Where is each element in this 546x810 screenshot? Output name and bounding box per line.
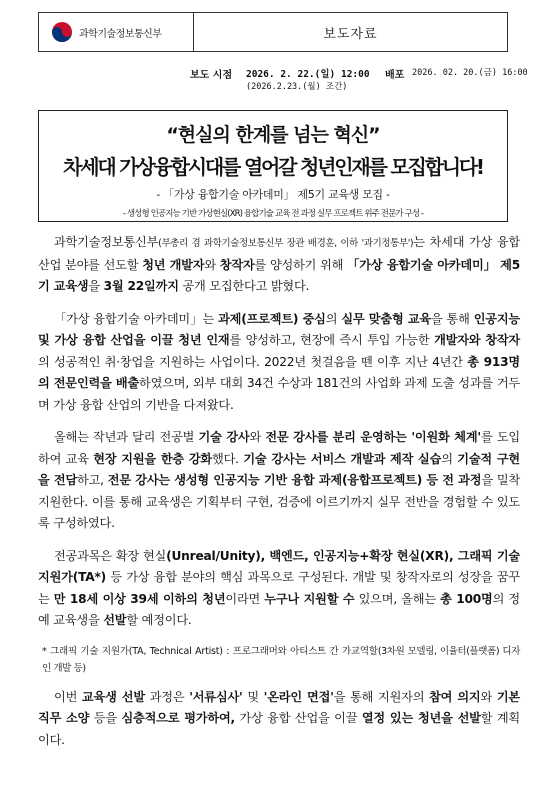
bold-text: (Unreal/Unity), 백엔드, 인공지능+확장 현실(XR), 그래픽 기술 지원가(TA*) xyxy=(38,548,520,584)
text: 와 xyxy=(204,257,220,272)
paragraph-2 xyxy=(38,309,520,417)
bold-text: 총 100명 xyxy=(440,591,493,606)
text: 를 도입하여 교육 xyxy=(38,430,520,466)
paragraph-4 xyxy=(38,546,520,632)
text: 하고, xyxy=(77,473,108,487)
text: 등을 xyxy=(89,711,122,725)
text: 을 밀착 지원한다. 이를 통해 교육생은 기획부터 구현, 검증에 이르기까지 실무 전반을 경험할 수 있도록 구성하였다. xyxy=(38,473,520,530)
text: 의 xyxy=(441,451,458,466)
text: 공개 모집한다고 밝혔다. xyxy=(178,279,310,293)
text: 와 xyxy=(480,689,497,704)
text: 는 차세대 가상 융합 산업 분야를 선도할 xyxy=(38,235,520,272)
embargo-sub: (2026.2.23.(월) 조간) xyxy=(246,82,348,92)
text: 하였으며, 외부 대회 34건 수상과 181건의 사업화 과제 도출 성과를 거두며 가상 융합 산업의 기반을 다져왔다. xyxy=(38,376,520,412)
bold-text: 기본 직무 소양 xyxy=(38,689,520,725)
header-box xyxy=(38,12,508,52)
bold-text: 인공지능 및 가상 융합 산업을 이끌 청년 인재 xyxy=(38,311,520,347)
text: 의 성공적인 취·창업을 지원하는 사업이다. 2022년 첫걸음을 뗀 이후 지난 4년간 xyxy=(38,354,468,369)
bold-text: 기술적 구현을 전담 xyxy=(38,451,521,487)
bold-text: 실무 맞춤형 교육 xyxy=(341,311,432,326)
bold-text: '온라인 면접' xyxy=(263,689,334,704)
text: 가상 융합 산업을 이끌 xyxy=(234,711,362,725)
text: 와 xyxy=(249,430,266,444)
embargo-value: 2026. 2. 22.(일) 12:00 xyxy=(246,69,370,80)
release-info xyxy=(190,66,530,98)
text: 을 통해 지원자의 xyxy=(333,689,430,704)
text: 할 예정이다. xyxy=(126,613,192,627)
bold-text: 창작자 xyxy=(219,257,255,272)
text: 이번 xyxy=(54,689,82,704)
text: 및 xyxy=(242,689,264,704)
taegeuk-logo-icon xyxy=(51,21,73,43)
subtitle: - 「가상 융합기술 아카데미」 제5기 교육생 모집 - xyxy=(156,188,390,201)
bold-text: 열정 있는 청년을 선발 xyxy=(361,711,481,725)
bold-text: 총 913명의 전문인력을 배출 xyxy=(38,354,520,390)
bold-text: 누구나 지원할 수 xyxy=(264,591,355,606)
bold-text: 심층적으로 평가하여, xyxy=(121,711,235,725)
bold-text: 3월 22일까지 xyxy=(103,279,179,293)
text: 를 양성하고, 현장에 즉시 투입 가능한 xyxy=(229,333,435,347)
paragraph-3 xyxy=(38,427,520,535)
bold-text: 선발 xyxy=(103,613,127,627)
bold-text: '서류심사' xyxy=(189,689,243,704)
text: 할 계획이다. xyxy=(38,711,520,747)
text: 했다. xyxy=(212,451,244,466)
text: 과정은 xyxy=(144,689,190,704)
text: 의 정예 교육생을 xyxy=(38,591,520,627)
bold-text: 청년 개발자 xyxy=(142,257,205,272)
text: (부총리 겸 과학기술정보통신부 장관 배경훈, 이하 '과기정통부') xyxy=(158,238,414,249)
bold-text: 전문 강사를 분리 운영하는 '이원화 체계' xyxy=(265,430,481,444)
text: 올해는 작년과 달리 전공별 xyxy=(54,430,199,444)
bold-text: 과제(프로젝트) 중심 xyxy=(218,311,326,326)
subtitle-2: - 생성형 인공지능 기반 가상현실(XR) 융합기술 교육 전 과정 실무 프로젝트 위주 전문가 구성 - xyxy=(122,209,424,219)
footnote-text: * 그래픽 기술 지원가(TA, Technical Artist) : 프로그래머와 아티스트 간 가교역할 xyxy=(42,645,378,657)
bold-text: 기술 강사는 서비스 개발과 제작 실습 xyxy=(243,451,442,466)
text: 전공과목은 확장 현실 xyxy=(54,548,167,563)
text: 등 가상 융합 분야의 핵심 과목으로 구성된다. 개발 및 창작자로의 성장을 꿈꾸는 xyxy=(38,570,520,606)
text: 과학기술정보통신부 xyxy=(54,235,159,249)
embargo-label: 보도 시점 xyxy=(190,70,233,81)
bold-text: 현장 지원을 한층 강화 xyxy=(93,451,213,466)
ministry-name: 과학기술정보통신부 xyxy=(79,28,162,40)
title-box xyxy=(38,110,508,222)
bold-text: 기술 강사 xyxy=(198,430,250,444)
bold-text: 「가상 융합기술 아카데미」 제5기 교육생 xyxy=(38,257,520,293)
footnote xyxy=(38,643,520,677)
page-title: 차세대 가상융합시대를 열어갈 청년인재를 모집합니다! xyxy=(63,155,483,179)
ministry-logo xyxy=(39,13,194,51)
doc-type-label: 보도자료 xyxy=(323,26,378,42)
text: 「가상 융합기술 아카데미」는 xyxy=(54,311,219,326)
bold-text: 참여 의지 xyxy=(429,689,481,704)
text: 를 양성하기 위해 xyxy=(254,257,348,272)
distribution-value: 2026. 02. 20.(금) 16:00 xyxy=(412,68,528,78)
text: 을 xyxy=(88,279,104,293)
text: 을 통해 xyxy=(431,311,474,326)
paragraph-5 xyxy=(38,687,520,752)
text: 의 xyxy=(325,311,342,326)
distribution-label: 배포 xyxy=(385,70,405,81)
bold-text: 전문 강사는 생성형 인공지능 기반 융합 과제(융합프로젝트) 등 전 과정 xyxy=(107,473,482,487)
text: 있으며, 올해는 xyxy=(354,591,441,606)
bold-text: 개발자와 창작자 xyxy=(434,333,520,347)
bold-text: 교육생 선발 xyxy=(81,689,145,704)
footnote-small: (3차원 모델링, 이율터(플랫폼) 디자인 개발 등) xyxy=(42,645,520,674)
title-quote: “현실의 한계를 넘는 혁신” xyxy=(166,124,380,146)
article-body xyxy=(38,232,520,762)
bold-text: 만 18세 이상 39세 이하의 청년 xyxy=(53,591,226,606)
text: 이라면 xyxy=(225,591,265,606)
paragraph-1 xyxy=(38,232,520,298)
